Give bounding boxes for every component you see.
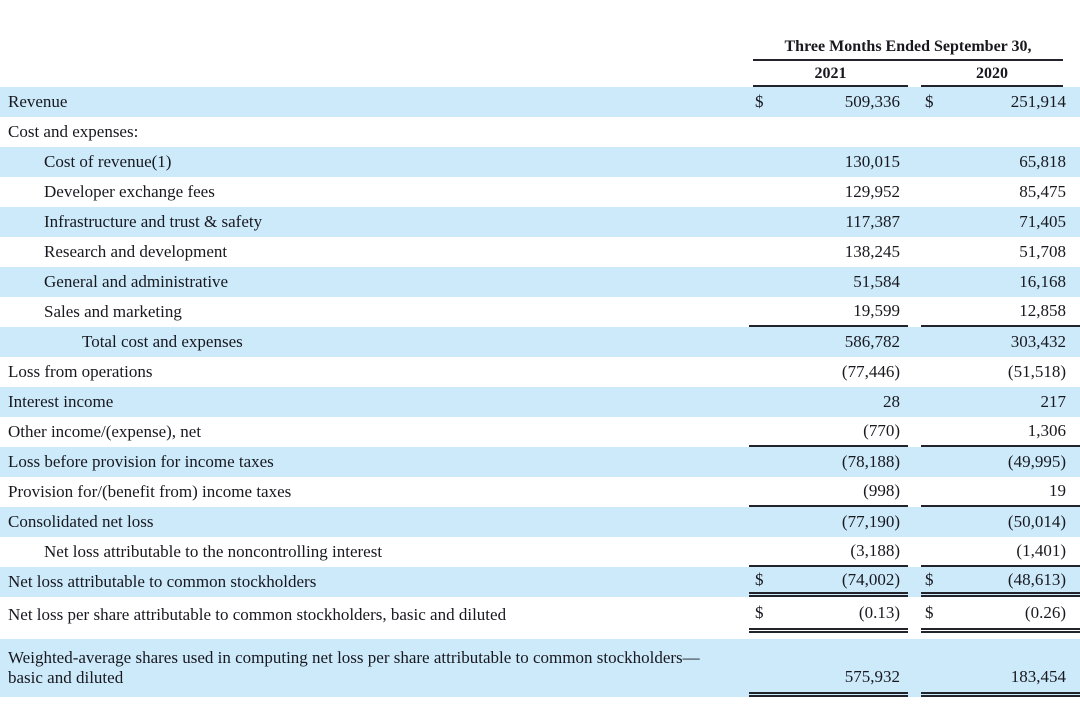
amount-2021: (998) bbox=[863, 481, 900, 500]
column-gap bbox=[908, 477, 921, 507]
row-label: Provision for/(benefit from) income taxes bbox=[8, 481, 292, 501]
row-label: Loss before provision for income taxes bbox=[8, 451, 274, 471]
row-label: Infrastructure and trust & safety bbox=[44, 211, 263, 231]
amount-2021: 586,782 bbox=[844, 332, 900, 351]
dollar-sign: $ bbox=[755, 92, 764, 111]
column-gap bbox=[908, 87, 921, 117]
row-label: Loss from operations bbox=[8, 361, 153, 381]
column-gap bbox=[908, 147, 921, 177]
amount-2020: (49,995) bbox=[1007, 452, 1066, 471]
amount-2021: (78,188) bbox=[841, 452, 900, 471]
column-gap bbox=[908, 117, 921, 147]
row-label: Net loss attributable to common stockholders bbox=[8, 571, 317, 591]
column-gap bbox=[908, 177, 921, 207]
table-row bbox=[0, 357, 1080, 387]
amount-2021: 138,245 bbox=[844, 242, 900, 261]
value-2021 bbox=[749, 117, 908, 147]
row-label: Net loss attributable to the noncontrolling interest bbox=[44, 541, 383, 561]
amount-2021: 575,932 bbox=[844, 667, 900, 686]
amount-2020: 51,708 bbox=[1019, 242, 1066, 261]
column-gap bbox=[908, 537, 921, 567]
dollar-sign: $ bbox=[755, 602, 764, 622]
value-2021 bbox=[749, 537, 908, 567]
table-row bbox=[0, 237, 1080, 267]
table-row bbox=[0, 267, 1080, 297]
value-2020 bbox=[921, 639, 1080, 697]
amount-2021: (74,002) bbox=[841, 569, 900, 589]
dollar-sign: $ bbox=[755, 569, 764, 589]
column-gap bbox=[908, 237, 921, 267]
amount-2020: 16,168 bbox=[1019, 272, 1066, 291]
column-gap bbox=[908, 639, 921, 697]
column-gap bbox=[908, 597, 921, 633]
row-label: Interest income bbox=[8, 391, 114, 411]
table-row bbox=[0, 297, 1080, 327]
value-2021 bbox=[749, 387, 908, 417]
value-2020 bbox=[921, 207, 1080, 237]
table-row bbox=[0, 639, 1080, 697]
table-row bbox=[0, 177, 1080, 207]
value-2020 bbox=[921, 507, 1080, 537]
table-row bbox=[0, 207, 1080, 237]
year-columns bbox=[749, 61, 1080, 87]
value-2020 bbox=[921, 477, 1080, 507]
amount-2021: (77,446) bbox=[841, 362, 900, 381]
value-2020 bbox=[921, 117, 1080, 147]
column-gap bbox=[908, 207, 921, 237]
amount-2020: 19 bbox=[1049, 481, 1066, 500]
amount-2021: 51,584 bbox=[853, 272, 900, 291]
header-period-row bbox=[0, 38, 1080, 61]
value-2020 bbox=[921, 237, 1080, 267]
value-2020 bbox=[921, 387, 1080, 417]
amount-2021: 130,015 bbox=[844, 152, 900, 171]
amount-2021: 129,952 bbox=[844, 182, 900, 201]
amount-2020: (48,613) bbox=[1007, 569, 1066, 589]
amount-2020: (1,401) bbox=[1016, 541, 1066, 560]
dollar-sign: $ bbox=[925, 602, 934, 622]
column-gap bbox=[908, 567, 921, 597]
column-gap bbox=[908, 417, 921, 447]
table-row bbox=[0, 147, 1080, 177]
row-label: Cost and expenses: bbox=[8, 121, 139, 141]
table-row bbox=[0, 567, 1080, 597]
amount-2020: 85,475 bbox=[1019, 182, 1066, 201]
row-label: Other income/(expense), net bbox=[8, 421, 202, 441]
value-2021 bbox=[749, 177, 908, 207]
column-gap bbox=[908, 387, 921, 417]
table-row bbox=[0, 117, 1080, 147]
table-row bbox=[0, 87, 1080, 117]
value-2021 bbox=[749, 417, 908, 447]
amount-2021: (3,188) bbox=[850, 541, 900, 560]
amount-2020: 251,914 bbox=[1010, 92, 1066, 111]
value-2021 bbox=[749, 477, 908, 507]
amount-2020: 1,306 bbox=[1027, 421, 1066, 440]
amount-2021: 19,599 bbox=[853, 301, 900, 320]
table-row bbox=[0, 507, 1080, 537]
amount-2020: 12,858 bbox=[1019, 301, 1066, 320]
value-2021 bbox=[749, 327, 908, 357]
value-2021 bbox=[749, 447, 908, 477]
amount-2021: 117,387 bbox=[845, 212, 900, 231]
dollar-sign: $ bbox=[925, 569, 934, 589]
amount-2020: 217 bbox=[1040, 392, 1066, 411]
column-gap bbox=[908, 267, 921, 297]
value-2021 bbox=[749, 567, 908, 597]
amount-2020: (51,518) bbox=[1007, 362, 1066, 381]
table-row bbox=[0, 537, 1080, 567]
value-2020 bbox=[921, 537, 1080, 567]
row-label: Total cost and expenses bbox=[82, 331, 243, 351]
value-2021 bbox=[749, 87, 908, 117]
column-gap bbox=[908, 61, 921, 87]
column-gap bbox=[908, 357, 921, 387]
amount-2020: 183,454 bbox=[1010, 667, 1066, 686]
amount-2021: (770) bbox=[863, 421, 900, 440]
dollar-sign: $ bbox=[925, 92, 934, 111]
value-2020 bbox=[921, 357, 1080, 387]
row-label: Developer exchange fees bbox=[44, 181, 215, 201]
amount-2020: 71,405 bbox=[1019, 212, 1066, 231]
value-2021 bbox=[749, 237, 908, 267]
value-2020 bbox=[921, 447, 1080, 477]
value-2020 bbox=[921, 567, 1080, 597]
value-2020 bbox=[921, 417, 1080, 447]
row-label: Cost of revenue(1) bbox=[44, 151, 172, 171]
value-2020 bbox=[921, 597, 1080, 633]
amount-2021: (0.13) bbox=[858, 602, 900, 622]
header-spacer bbox=[0, 38, 749, 61]
column-gap bbox=[908, 327, 921, 357]
amount-2020: (50,014) bbox=[1007, 512, 1066, 531]
amount-2020: 65,818 bbox=[1019, 152, 1066, 171]
header-spacer bbox=[0, 61, 749, 87]
row-label: Net loss per share attributable to common stockholders, basic and diluted bbox=[8, 604, 507, 624]
amount-2021: (77,190) bbox=[841, 512, 900, 531]
value-2020 bbox=[921, 267, 1080, 297]
table-row bbox=[0, 387, 1080, 417]
value-2020 bbox=[921, 327, 1080, 357]
value-2020 bbox=[921, 297, 1080, 327]
row-label: General and administrative bbox=[44, 271, 229, 291]
table-row bbox=[0, 597, 1080, 633]
value-2021 bbox=[749, 267, 908, 297]
row-label: Revenue bbox=[8, 91, 68, 111]
row-label: Consolidated net loss bbox=[8, 511, 154, 531]
column-gap bbox=[908, 297, 921, 327]
amount-2020: 303,432 bbox=[1010, 332, 1066, 351]
value-2020 bbox=[921, 147, 1080, 177]
table-row bbox=[0, 447, 1080, 477]
value-2021 bbox=[749, 597, 908, 633]
header-years-row bbox=[0, 61, 1080, 87]
table-row bbox=[0, 327, 1080, 357]
table-row bbox=[0, 477, 1080, 507]
amount-2020: (0.26) bbox=[1024, 602, 1066, 622]
row-label: Sales and marketing bbox=[44, 301, 182, 321]
value-2021 bbox=[749, 507, 908, 537]
column-gap bbox=[908, 507, 921, 537]
row-label: Weighted-average shares used in computing net loss per share attributable to common stockholders—basic and diluted bbox=[8, 647, 700, 687]
amount-2021: 28 bbox=[883, 392, 900, 411]
value-2021 bbox=[749, 357, 908, 387]
table-body bbox=[0, 87, 1080, 697]
value-2021 bbox=[749, 297, 908, 327]
column-header-2021: 2021 bbox=[753, 61, 908, 87]
amount-2021: 509,336 bbox=[844, 92, 900, 111]
value-2021 bbox=[749, 639, 908, 697]
column-gap bbox=[908, 447, 921, 477]
table-row bbox=[0, 417, 1080, 447]
value-2020 bbox=[921, 177, 1080, 207]
value-2020 bbox=[921, 87, 1080, 117]
value-2021 bbox=[749, 147, 908, 177]
column-header-2020: 2020 bbox=[921, 61, 1063, 87]
period-header: Three Months Ended September 30, bbox=[753, 38, 1063, 61]
row-label: Research and development bbox=[44, 241, 228, 261]
value-2021 bbox=[749, 207, 908, 237]
